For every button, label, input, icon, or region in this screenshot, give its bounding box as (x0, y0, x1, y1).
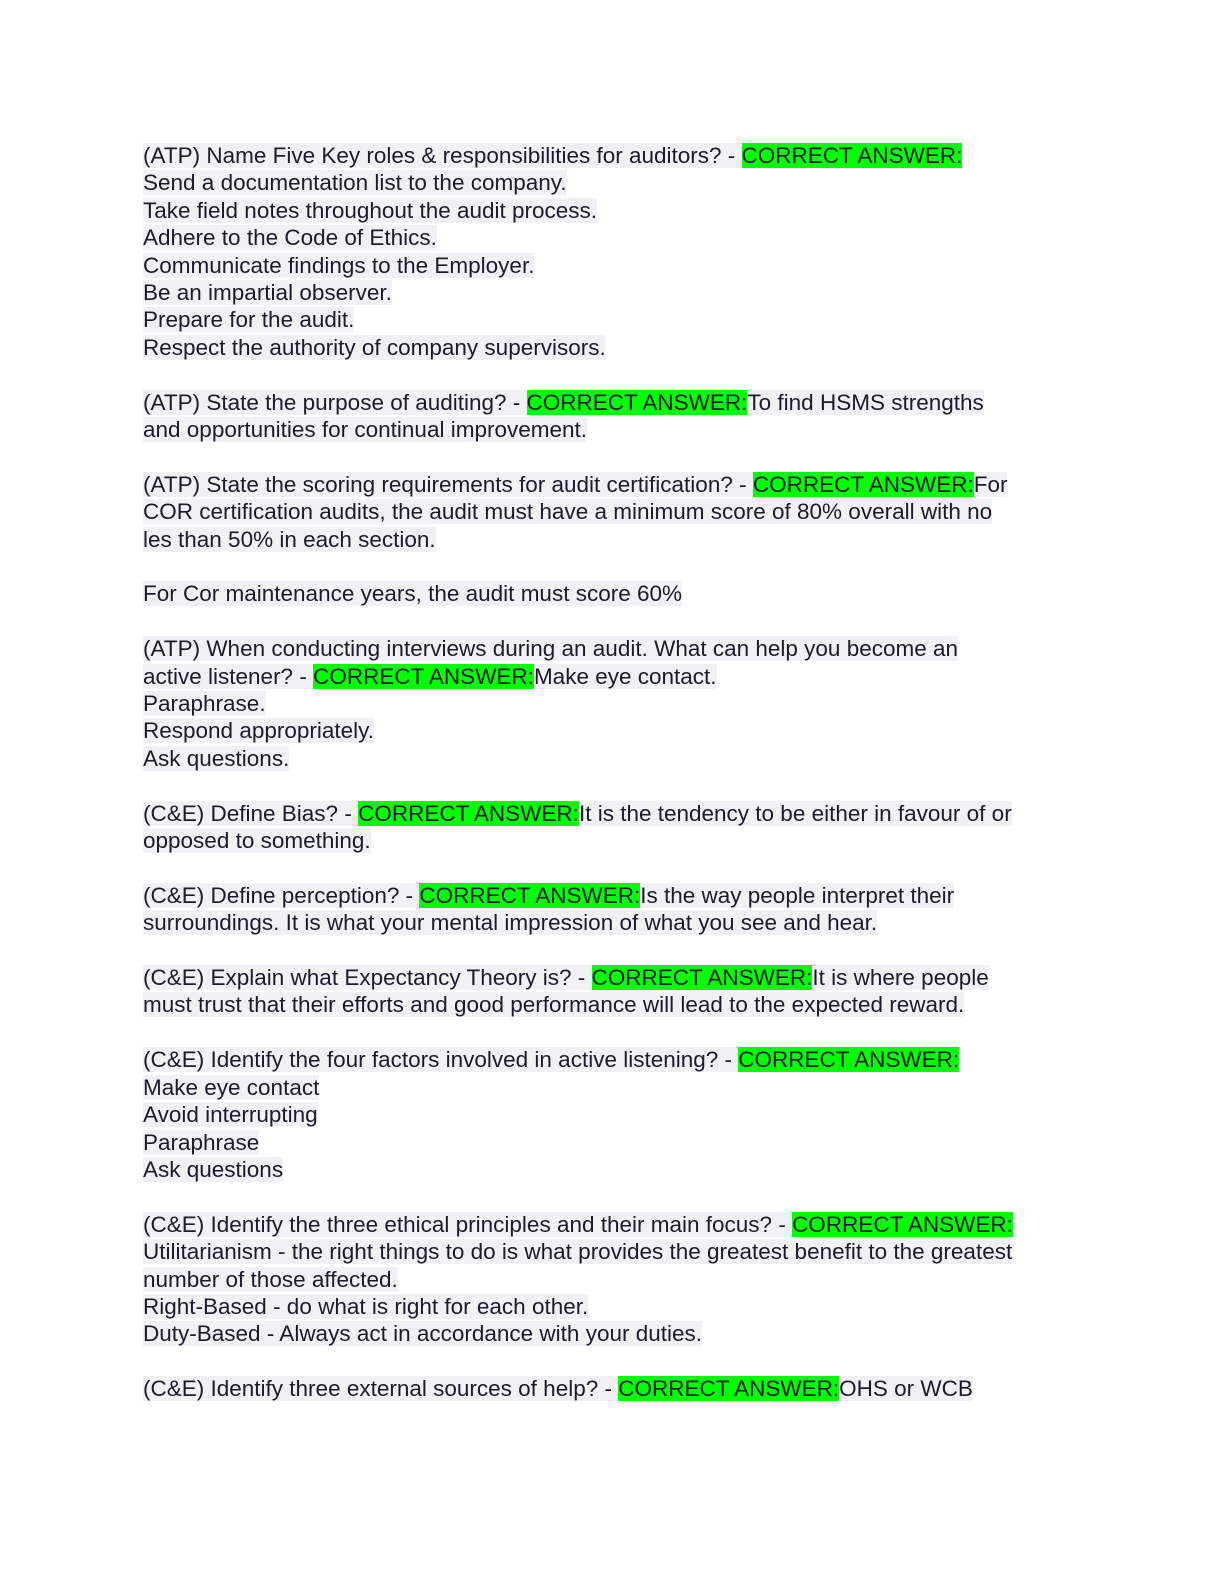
answer-line (143, 1074, 1083, 1101)
answer-marker: CORRECT ANSWER: (526, 389, 748, 415)
answer-text: Take field notes throughout the audit process. (143, 197, 598, 223)
answer-text: COR certification audits, the audit must have a minimum score of 80% overall with no (143, 499, 993, 525)
answer-text: Paraphrase (143, 1129, 260, 1155)
answer-text: To find HSMS strengths (747, 389, 984, 415)
question-text: (C&E) Define perception? - (143, 882, 420, 908)
answer-text: Duty-Based - Always act in accordance with your duties. (143, 1321, 703, 1347)
question-text: (C&E) Explain what Expectancy Theory is? - (143, 965, 592, 991)
answer-line (143, 1238, 1083, 1265)
answer-text: It is the tendency to be either in favour of or (578, 800, 1012, 826)
question-text: (C&E) Identify the four factors involved in active listening? - (143, 1047, 739, 1073)
question-line (143, 389, 1083, 416)
answer-marker: CORRECT ANSWER: (738, 1047, 960, 1073)
answer-text: surroundings. It is what your mental impression of what you see and hear. (143, 910, 878, 936)
answer-line (143, 306, 1083, 333)
qa-item (143, 964, 1083, 1019)
answer-text: and opportunities for continual improvement. (143, 417, 588, 443)
answer-marker: CORRECT ANSWER: (591, 965, 813, 991)
qa-item (143, 800, 1083, 855)
answer-marker: CORRECT ANSWER: (792, 1211, 1013, 1237)
answer-text: Make eye contact. (533, 663, 717, 689)
answer-text: Is the way people interpret their (640, 882, 955, 908)
answer-text: Avoid interrupting (143, 1102, 318, 1128)
answer-line (143, 1129, 1083, 1156)
question-line (143, 635, 1083, 662)
answer-line (143, 498, 1083, 525)
answer-marker: CORRECT ANSWER: (313, 663, 534, 689)
answer-text: number of those affected. (143, 1266, 398, 1292)
answer-text: For (973, 471, 1008, 497)
answer-text: Paraphrase. (143, 691, 266, 717)
answer-text: Prepare for the audit. (143, 307, 355, 333)
question-line (143, 964, 1083, 991)
answer-line (143, 827, 1083, 854)
answer-marker: CORRECT ANSWER: (741, 143, 963, 168)
note-line (143, 580, 1083, 607)
question-line (143, 1211, 1083, 1238)
answer-line (143, 252, 1083, 279)
answer-line (143, 334, 1083, 361)
question-line (143, 1375, 1083, 1402)
answer-line (143, 909, 1083, 936)
answer-text: Be an impartial observer. (143, 280, 392, 306)
answer-line (143, 416, 1083, 443)
answer-line (143, 279, 1083, 306)
answer-line (143, 1156, 1083, 1183)
qa-item (143, 471, 1083, 553)
question-text: (ATP) Name Five Key roles & responsibilities for auditors? - (143, 143, 742, 168)
qa-item (143, 1046, 1083, 1183)
answer-text: Make eye contact (143, 1074, 320, 1100)
qa-item (143, 882, 1083, 937)
question-text: (C&E) Identify the three ethical principles and their main focus? - (143, 1211, 793, 1237)
question-text: active listener? - (143, 663, 314, 689)
question-text: (C&E) Define Bias? - (143, 800, 359, 826)
answer-text: Ask questions. (143, 745, 290, 771)
qa-item (143, 142, 1083, 361)
note-paragraph (143, 580, 1083, 607)
answer-text: OHS or WCB (839, 1376, 973, 1402)
question-line (143, 663, 1083, 690)
answer-line (143, 526, 1083, 553)
answer-text: Ask questions (143, 1156, 284, 1182)
question-text: (ATP) State the scoring requirements for audit certification? - (143, 471, 753, 497)
answer-line (143, 1320, 1083, 1347)
answer-text: Adhere to the Code of Ethics. (143, 225, 437, 251)
question-line (143, 882, 1083, 909)
answer-text: must trust that their efforts and good performance will lead to the expected reward. (143, 992, 965, 1018)
question-text: (ATP) When conducting interviews during an audit. What can help you become an (143, 636, 959, 662)
question-line (143, 471, 1083, 498)
qa-item (143, 635, 1083, 772)
answer-line (143, 1101, 1083, 1128)
answer-marker: CORRECT ANSWER: (419, 882, 641, 908)
document-page (143, 142, 1083, 1430)
qa-item (143, 389, 1083, 444)
question-line (143, 142, 1083, 169)
answer-text: Respect the authority of company supervisors. (143, 334, 606, 360)
qa-item (143, 1211, 1083, 1348)
qa-item (143, 1375, 1083, 1402)
answer-marker: CORRECT ANSWER: (618, 1376, 840, 1402)
answer-text: Respond appropriately. (143, 718, 374, 744)
question-text: (ATP) State the purpose of auditing? - (143, 389, 527, 415)
answer-text: Utilitarianism - the right things to do is what provides the greatest benefit to the greatest (143, 1239, 1013, 1265)
note-text: For Cor maintenance years, the audit must score 60% (143, 581, 683, 607)
answer-text: It is where people (812, 965, 989, 991)
answer-line (143, 224, 1083, 251)
answer-marker: CORRECT ANSWER: (358, 800, 579, 826)
answer-marker: CORRECT ANSWER: (752, 471, 974, 497)
answer-line (143, 717, 1083, 744)
answer-line (143, 745, 1083, 772)
question-line (143, 1046, 1083, 1073)
answer-text: les than 50% in each section. (143, 526, 436, 552)
answer-text: opposed to something. (143, 828, 371, 854)
answer-text: Right-Based - do what is right for each other. (143, 1293, 589, 1319)
answer-line (143, 169, 1083, 196)
question-line (143, 800, 1083, 827)
answer-line (143, 1293, 1083, 1320)
question-text: (C&E) Identify three external sources of help? - (143, 1376, 619, 1402)
answer-line (143, 197, 1083, 224)
answer-text: Communicate findings to the Employer. (143, 252, 535, 278)
answer-line (143, 991, 1083, 1018)
answer-line (143, 690, 1083, 717)
answer-text: Send a documentation list to the company. (143, 170, 567, 196)
answer-line (143, 1266, 1083, 1293)
